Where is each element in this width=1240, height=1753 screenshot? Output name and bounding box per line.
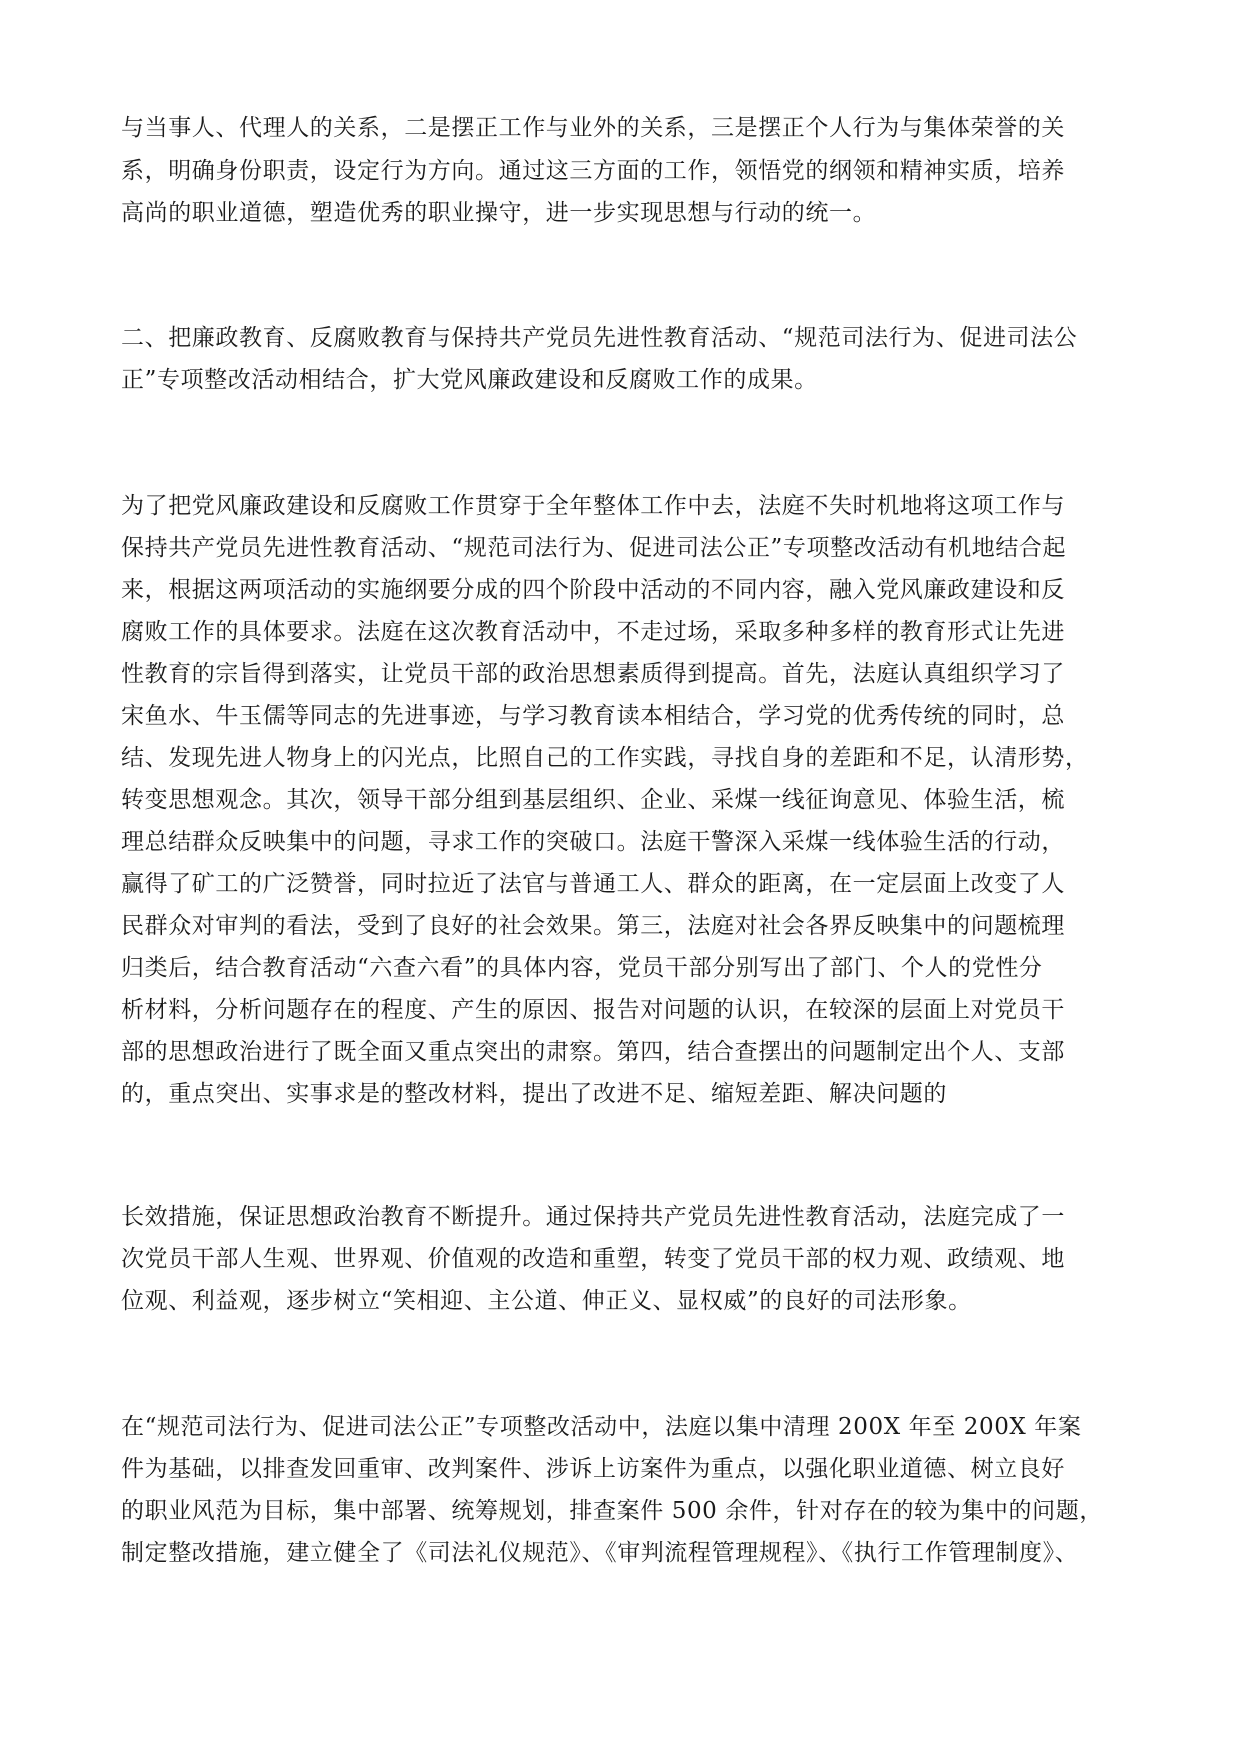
text-line: 次党员干部人生观、世界观、价值观的改造和重塑，转变了党员干部的权力观、政绩观、地 bbox=[121, 1246, 1065, 1272]
text-line: 保持共产党员先进性教育活动、“规范司法行为、促进司法公正”专项整改活动有机地结合起 bbox=[121, 535, 1067, 561]
text-line: 为了把党风廉政建设和反腐败工作贯穿于全年整体工作中去，法庭不失时机地将这项工作与 bbox=[121, 493, 1065, 519]
text-line: 的，重点突出、实事求是的整改材料，提出了改进不足、缩短差距、解决问题的 bbox=[121, 1081, 947, 1107]
text-line: 长效措施，保证思想政治教育不断提升。通过保持共产党员先进性教育活动，法庭完成了一 bbox=[121, 1204, 1065, 1230]
text-line: 二、把廉政教育、反腐败教育与保持共产党员先进性教育活动、“规范司法行为、促进司法公 bbox=[121, 325, 1078, 351]
text-line: 系，明确身份职责，设定行为方向。通过这三方面的工作，领悟党的纲领和精神实质，培养 bbox=[121, 158, 1065, 184]
text-line: 析材料，分析问题存在的程度、产生的原因、报告对问题的认识，在较深的层面上对党员干 bbox=[121, 997, 1065, 1023]
text-line: 与当事人、代理人的关系，二是摆正工作与业外的关系，三是摆正个人行为与集体荣誉的关 bbox=[121, 115, 1065, 141]
text-line: 件为基础，以排查发回重审、改判案件、涉诉上访案件为重点，以强化职业道德、树立良好 bbox=[121, 1456, 1065, 1482]
text-line: 来，根据这两项活动的实施纲要分成的四个阶段中活动的不同内容，融入党风廉政建设和反 bbox=[121, 577, 1065, 603]
text-line: 部的思想政治进行了既全面又重点突出的肃察。第四，结合查摆出的问题制定出个人、支部 bbox=[121, 1039, 1065, 1065]
text-line: 赢得了矿工的广泛赞誉，同时拉近了法官与普通工人、群众的距离，在一定层面上改变了人 bbox=[121, 871, 1065, 897]
text-line: 正”专项整改活动相结合，扩大党风廉政建设和反腐败工作的成果。 bbox=[121, 367, 818, 393]
text-line: 民群众对审判的看法，受到了良好的社会效果。第三，法庭对社会各界反映集中的问题梳理 bbox=[121, 913, 1065, 939]
text-line: 宋鱼水、牛玉儒等同志的先进事迹，与学习教育读本相结合，学习党的优秀传统的同时，总 bbox=[121, 703, 1065, 729]
text-line: 性教育的宗旨得到落实，让党员干部的政治思想素质得到提高。首先，法庭认真组织学习了 bbox=[121, 661, 1065, 687]
text-line: 理总结群众反映集中的问题，寻求工作的突破口。法庭干警深入采煤一线体验生活的行动， bbox=[121, 829, 1065, 855]
text-line: 位观、利益观，逐步树立“笑相迎、主公道、伸正义、显权威”的良好的司法形象。 bbox=[121, 1288, 972, 1314]
text-line: 腐败工作的具体要求。法庭在这次教育活动中，不走过场，采取多种多样的教育形式让先进 bbox=[121, 619, 1065, 645]
text-line: 转变思想观念。其次，领导干部分组到基层组织、企业、采煤一线征询意见、体验生活，梳 bbox=[121, 787, 1065, 813]
text-line: 结、发现先进人物身上的闪光点，比照自己的工作实践，寻找自身的差距和不足，认清形势， bbox=[121, 745, 1089, 771]
text-line: 归类后，结合教育活动“六查六看”的具体内容，党员干部分别写出了部门、个人的党性分 bbox=[121, 955, 1043, 981]
text-line: 高尚的职业道德，塑造优秀的职业操守，进一步实现思想与行动的统一。 bbox=[121, 200, 877, 226]
text-line: 在“规范司法行为、促进司法公正”专项整改活动中，法庭以集中清理 200X 年至 200X 年案 bbox=[121, 1414, 1082, 1440]
text-line: 的职业风范为目标，集中部署、统筹规划，排查案件 500 余件，针对存在的较为集中的问题， bbox=[121, 1498, 1103, 1524]
text-line: 制定整改措施，建立健全了《司法礼仪规范》、《审判流程管理规程》、《执行工作管理制度》、 bbox=[121, 1540, 1079, 1566]
